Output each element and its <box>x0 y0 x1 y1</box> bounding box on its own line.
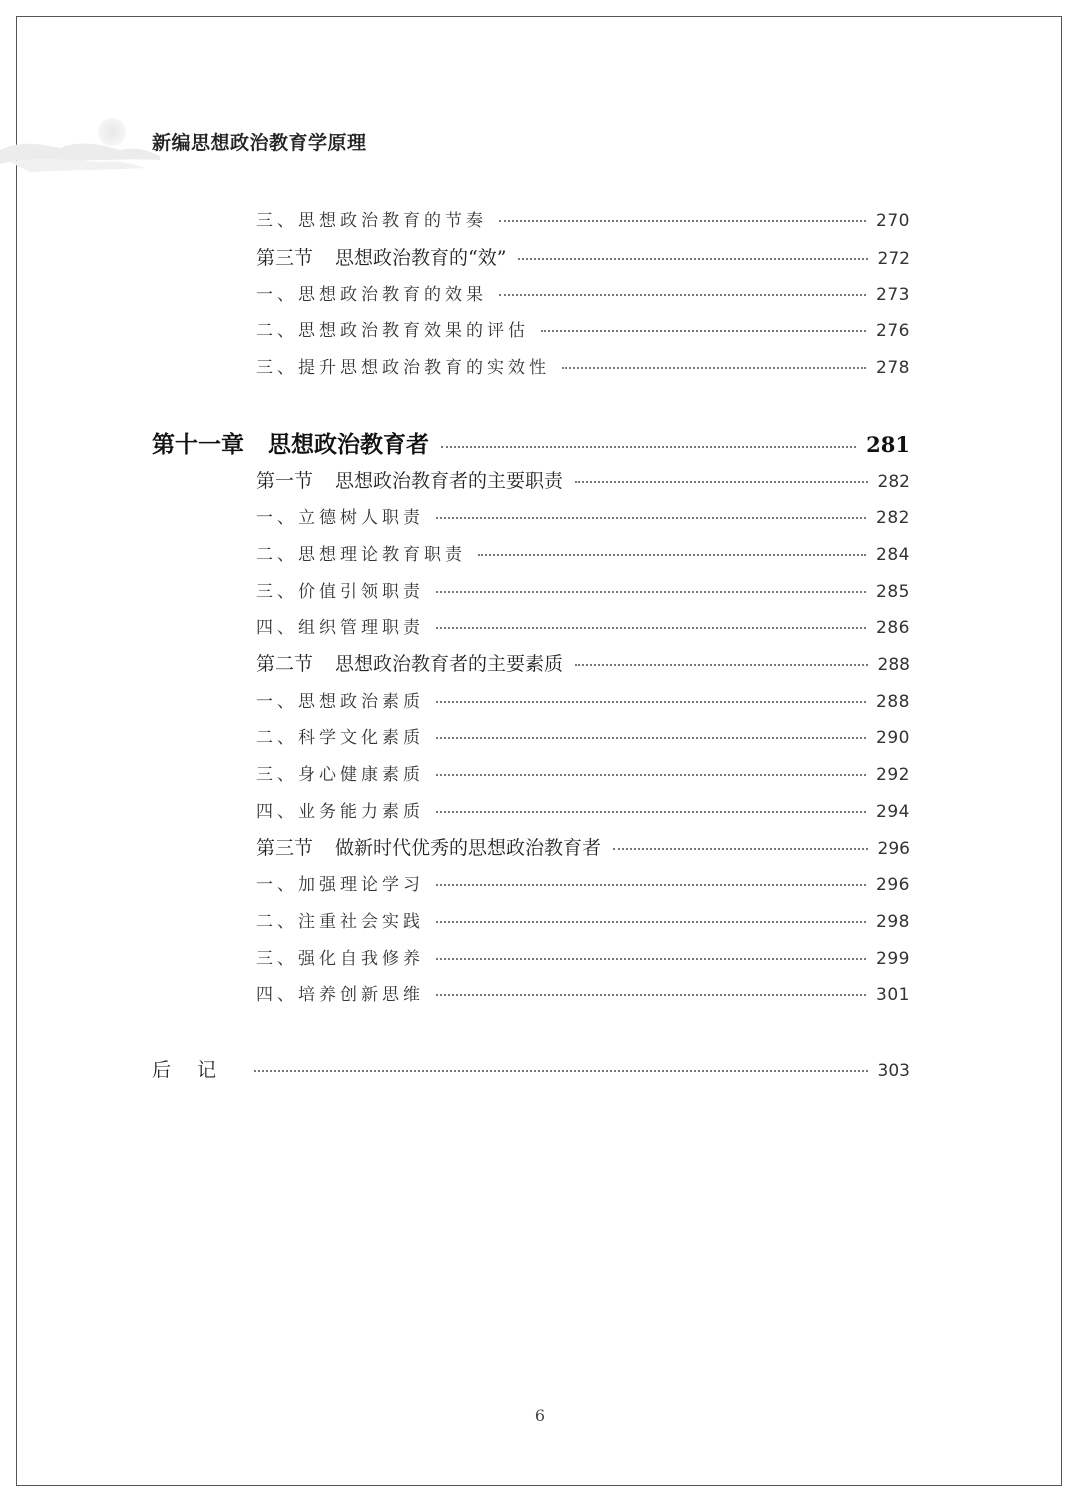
toc-entry[interactable]: 四、培养创新思维 301 <box>256 985 910 1005</box>
toc-section[interactable]: 第二节 思想政治教育者的主要素质 288 <box>256 653 910 675</box>
dot-leader <box>499 294 866 296</box>
dot-leader <box>441 446 856 448</box>
dot-leader <box>436 701 866 703</box>
toc-section[interactable]: 第一节 思想政治教育者的主要职责 282 <box>256 470 910 492</box>
toc-entry[interactable]: 三、价值引领职责 285 <box>256 582 910 602</box>
dot-leader <box>575 481 868 483</box>
toc-entry[interactable]: 一、思想政治教育的效果 273 <box>256 285 910 305</box>
dot-leader <box>478 554 866 556</box>
toc-entry[interactable]: 二、思想理论教育职责 284 <box>256 545 910 565</box>
toc-afterword[interactable]: 后记 303 <box>152 1059 910 1081</box>
dot-leader <box>436 627 866 629</box>
toc-entry[interactable]: 一、思想政治素质 288 <box>256 692 910 712</box>
page-number: 6 <box>534 1406 546 1425</box>
toc-entry[interactable]: 二、科学文化素质 290 <box>256 728 910 748</box>
dot-leader <box>436 591 866 593</box>
dot-leader <box>436 994 866 996</box>
dot-leader <box>436 811 866 813</box>
dot-leader <box>499 220 866 222</box>
dot-leader <box>562 367 866 369</box>
toc-section[interactable]: 第三节 做新时代优秀的思想政治教育者 296 <box>256 837 910 859</box>
dot-leader <box>436 774 866 776</box>
toc-entry[interactable]: 三、强化自我修养 299 <box>256 949 910 969</box>
page-border <box>16 16 1062 1486</box>
toc-entry[interactable]: 二、思想政治教育效果的评估 276 <box>256 321 910 341</box>
toc-entry[interactable]: 三、思想政治教育的节奏 270 <box>256 211 910 231</box>
toc-entry[interactable]: 一、加强理论学习 296 <box>256 875 910 895</box>
toc-entry[interactable]: 二、注重社会实践 298 <box>256 912 910 932</box>
toc-entry[interactable]: 三、身心健康素质 292 <box>256 765 910 785</box>
dot-leader <box>436 958 866 960</box>
toc-entry[interactable]: 四、组织管理职责 286 <box>256 618 910 638</box>
toc-entry[interactable]: 三、提升思想政治教育的实效性 278 <box>256 358 910 378</box>
dot-leader <box>613 848 868 850</box>
dot-leader <box>575 664 868 666</box>
dot-leader <box>541 330 866 332</box>
dot-leader <box>436 921 866 923</box>
running-head-book-title: 新编思想政治教育学原理 <box>152 132 367 154</box>
dot-leader <box>436 517 866 519</box>
toc-entry[interactable]: 四、业务能力素质 294 <box>256 802 910 822</box>
dot-leader <box>436 884 866 886</box>
dot-leader <box>518 258 867 260</box>
toc-chapter[interactable]: 第十一章 思想政治教育者 281 <box>152 431 910 458</box>
dot-leader <box>436 737 866 739</box>
dot-leader <box>254 1070 868 1072</box>
toc-entry[interactable]: 一、立德树人职责 282 <box>256 508 910 528</box>
toc-section[interactable]: 第三节 思想政治教育的“效” 272 <box>256 247 910 269</box>
